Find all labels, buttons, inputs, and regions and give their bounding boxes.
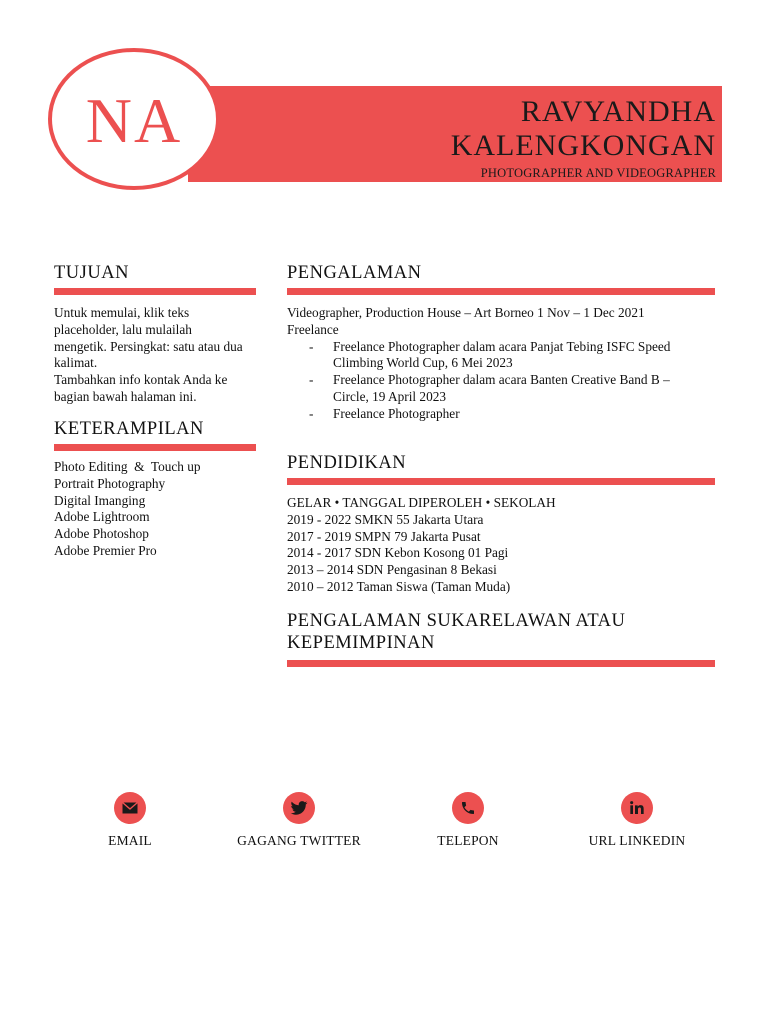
tujuan-section (54, 262, 256, 406)
linkedin-icon (621, 792, 653, 824)
monogram-circle (48, 48, 220, 190)
phone-icon (452, 792, 484, 824)
sukarelawan-title-line: PENGALAMAN SUKARELAWAN ATAU (287, 611, 626, 631)
twitter-bird-icon (283, 792, 315, 824)
sukarelawan-section (287, 610, 715, 667)
skill-item: Adobe Photoshop (54, 526, 149, 542)
education-row: 2019 - 2022 SMKN 55 Jakarta Utara (287, 511, 484, 527)
tujuan-line: bagian bawah halaman ini. (54, 388, 197, 404)
sukarelawan-divider (287, 660, 715, 667)
pendidikan-title: PENDIDIKAN (287, 453, 407, 473)
sukarelawan-title (287, 610, 715, 654)
bullet-line: - Freelance Photographer (333, 405, 460, 421)
contact-email[interactable] (45, 792, 215, 849)
skill-item: Adobe Lightroom (54, 509, 150, 525)
pengalaman-section (287, 262, 715, 423)
experience-line: Videographer, Production House – Art Borneo 1 Nov – 1 Dec 2021 (287, 305, 645, 320)
education-row: 2010 – 2012 Taman Siswa (Taman Muda) (287, 578, 511, 594)
tujuan-text (54, 305, 256, 406)
skill-item: Digital Imanging (54, 492, 146, 508)
bullet-item (309, 339, 715, 373)
bullet-line: Climbing World Cup, 6 Mei 2023 (333, 355, 513, 371)
education-row: 2013 – 2014 SDN Pengasinan 8 Bekasi (287, 562, 497, 578)
job-title: PHOTOGRAPHER AND VIDEOGRAPHER (480, 166, 716, 180)
skill-item: Adobe Premier Pro (54, 542, 157, 558)
sukarelawan-title-line: KEPEMIMPINAN (287, 633, 435, 653)
keterampilan-divider (54, 444, 256, 451)
monogram-initials: NA (85, 85, 183, 156)
education-row: 2017 - 2019 SMPN 79 Jakarta Pusat (287, 528, 481, 544)
bullet-line: - Freelance Photographer dalam acara Banten Creative Band B – (333, 372, 670, 388)
pengalaman-content (287, 305, 715, 423)
education-header: GELAR • TANGGAL DIPEROLEH • SEKOLAH (287, 495, 556, 510)
tujuan-title: TUJUAN (54, 263, 129, 283)
tujuan-line: kalimat. (54, 355, 98, 371)
contact-linkedin[interactable] (552, 792, 722, 849)
full-name (451, 95, 716, 163)
tujuan-line: placeholder, lalu mulailah (54, 321, 192, 337)
pendidikan-divider (287, 478, 715, 485)
skill-item: Portrait Photography (54, 475, 166, 491)
experience-line: Freelance (287, 321, 339, 337)
pengalaman-title: PENGALAMAN (287, 263, 422, 283)
envelope-icon (114, 792, 146, 824)
contact-label: URL LINKEDIN (588, 833, 686, 848)
name-line-1: RAVYANDHA (520, 95, 716, 128)
contact-label: EMAIL (108, 833, 152, 848)
tujuan-line: mengetik. Persingkat: satu atau dua (54, 338, 243, 354)
contact-label: GAGANG TWITTER (237, 833, 361, 848)
tujuan-line: Tambahkan info kontak Anda ke (54, 372, 228, 388)
bullet-item (309, 372, 715, 406)
pendidikan-section (287, 452, 715, 596)
name-line-2: KALENGKONGAN (450, 129, 716, 162)
tujuan-line: Untuk memulai, klik teks (54, 305, 190, 320)
tujuan-divider (54, 288, 256, 295)
skill-item: Photo Editing & Touch up (54, 459, 201, 474)
experience-bullets (287, 339, 715, 423)
contact-phone[interactable] (383, 792, 553, 849)
pengalaman-divider (287, 288, 715, 295)
keterampilan-title: KETERAMPILAN (54, 419, 204, 439)
bullet-item (309, 406, 715, 423)
education-list (287, 495, 715, 596)
education-row: 2014 - 2017 SDN Kebon Kosong 01 Pagi (287, 545, 509, 561)
bullet-line: - Freelance Photographer dalam acara Panjat Tebing ISFC Speed (333, 338, 671, 354)
contact-twitter[interactable] (214, 792, 384, 849)
bullet-line: Circle, 19 April 2023 (333, 388, 447, 404)
keterampilan-section (54, 418, 256, 560)
skills-list (54, 459, 256, 560)
contact-label: TELEPON (437, 833, 499, 848)
contact-footer (0, 792, 768, 862)
